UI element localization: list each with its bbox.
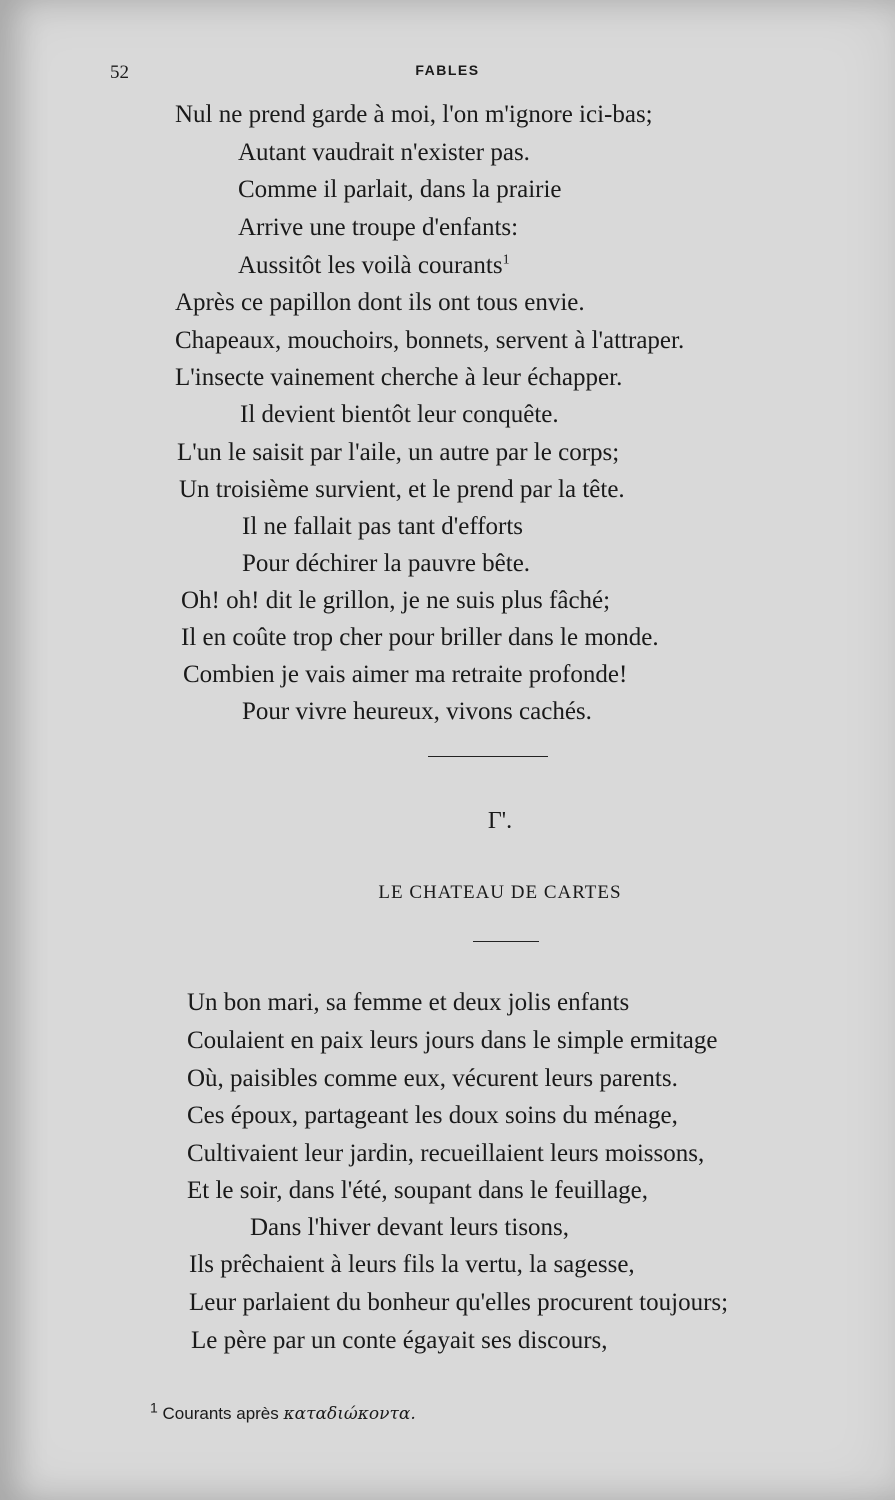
title-underline	[473, 941, 539, 942]
verse-line-with-footnote	[238, 251, 510, 281]
section-divider	[428, 756, 548, 757]
footnote-text: Courants après	[162, 1404, 279, 1423]
verse-line: Ils prêchaient à leurs fils la vertu, la sagesse,	[189, 1251, 635, 1278]
verse-line: Il devient bientôt leur conquête.	[240, 401, 559, 428]
verse-line: Où, paisibles comme eux, vécurent leurs parents.	[187, 1065, 678, 1092]
page-number: 52	[110, 62, 129, 83]
verse-line: Après ce papillon dont ils ont tous envie.	[175, 289, 585, 316]
verse-line: Coulaient en paix leurs jours dans le simple ermitage	[187, 1027, 718, 1054]
verse-line: Il en coûte trop cher pour briller dans le monde.	[181, 624, 659, 651]
verse-line: Ces époux, partageant les doux soins du ménage,	[187, 1102, 678, 1129]
verse-line: Nul ne prend garde à moi, l'on m'ignore ici-bas;	[175, 101, 653, 128]
verse-line: Il ne fallait pas tant d'efforts	[242, 513, 524, 540]
verse-line: Chapeaux, mouchoirs, bonnets, servent à l'attraper.	[175, 327, 685, 354]
verse-line: Dans l'hiver devant leurs tisons,	[250, 1214, 570, 1241]
verse-line: Combien je vais aimer ma retraite profonde!	[183, 661, 628, 688]
verse-line: Le père par un conte égayait ses discours,	[191, 1327, 608, 1354]
verse-line: Arrive une troupe d'enfants:	[238, 214, 519, 241]
verse-line: Et le soir, dans l'été, soupant dans le feuillage,	[187, 1177, 649, 1204]
footnote	[150, 1399, 416, 1424]
footnote-greek: καταδιώκοντα.	[283, 1404, 416, 1424]
verse-line: Un bon mari, sa femme et deux jolis enfants	[187, 989, 630, 1016]
verse-line: Leur parlaient du bonheur qu'elles procurent toujours;	[189, 1289, 729, 1316]
verse-line: Un troisième survient, et le prend par la tête.	[179, 476, 625, 503]
verse-line: Cultivaient leur jardin, recueillaient leurs moissons,	[187, 1140, 705, 1167]
footnote-marker: 1	[502, 252, 510, 268]
fable-number: Γ'.	[487, 808, 513, 834]
verse-line: Oh! oh! dit le grillon, je ne suis plus fâché;	[181, 587, 611, 614]
verse-line: L'un le saisit par l'aile, un autre par le corps;	[177, 439, 620, 466]
verse-line: L'insecte vainement cherche à leur échapper.	[175, 364, 623, 391]
fable-title: LE CHATEAU DE CARTES	[378, 882, 622, 903]
verse-line: Autant vaudrait n'exister pas.	[238, 139, 530, 166]
verse-line-text: Aussitôt les voilà courants	[238, 252, 503, 279]
footnote-marker: 1	[150, 1399, 158, 1416]
running-title: FABLES	[415, 62, 480, 78]
verse-line: Pour vivre heureux, vivons cachés.	[242, 698, 592, 725]
verse-line: Comme il parlait, dans la prairie	[238, 176, 562, 203]
verse-line: Pour déchirer la pauvre bête.	[242, 550, 531, 577]
